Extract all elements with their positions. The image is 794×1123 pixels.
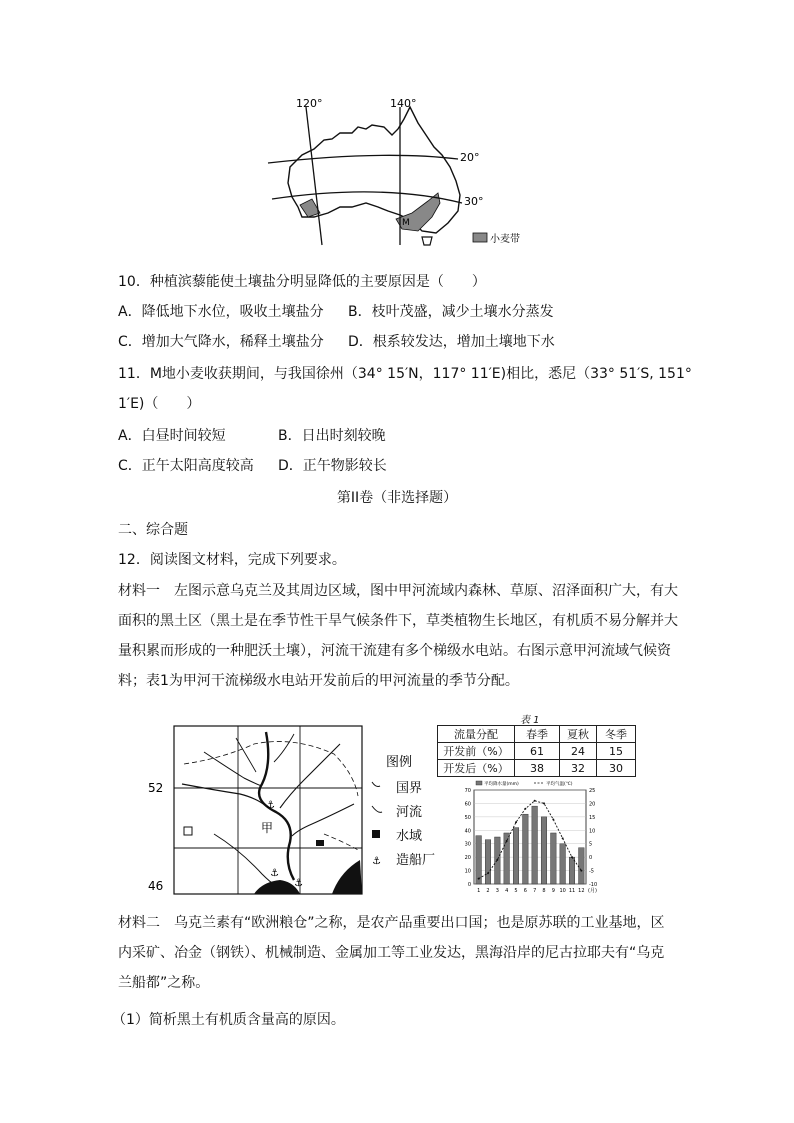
table-header-row [438, 726, 636, 743]
q12-stem: 12．阅读图文材料，完成下列要求。 [118, 552, 346, 568]
australia-map [262, 95, 532, 255]
temperature-point [524, 808, 526, 810]
x-tick-label: 9 [551, 888, 555, 894]
y-tick-label-left: 0 [467, 882, 471, 888]
x-tick-label: 2 [486, 888, 490, 894]
x-tick-label: 6 [523, 888, 527, 894]
ukraine-map [144, 724, 444, 898]
temperature-point [562, 837, 564, 839]
water-icon [372, 830, 380, 838]
border-icon [372, 782, 380, 787]
q10-option-a: A．降低地下水位，吸收土壤盐分 [118, 304, 324, 320]
legend-item-border: 国界 [396, 781, 423, 796]
lat-label-30: 30° [464, 195, 484, 208]
x-tick-label: 7 [533, 888, 537, 894]
table-header-cell: 流量分配 [438, 726, 515, 743]
river-icon [372, 806, 382, 812]
precip-bar [569, 857, 575, 884]
y-tick-label-left: 70 [464, 788, 471, 794]
temperature-point [496, 859, 498, 861]
legend-title: 图例 [386, 755, 413, 770]
x-tick-label: 11 [568, 888, 576, 894]
temperature-point [571, 856, 573, 858]
x-tick-label: 1 [477, 888, 481, 894]
shipyard-legend-icon: ⚓ [372, 856, 381, 867]
x-tick-label: 10 [559, 888, 566, 894]
q12-material1: 材料一 左图示意乌克兰及其周边区域，图中甲河流域内森林、草原、沼泽面积广大，有大面积的黑土区（黑土是在季节性干旱气候条件下，草类植物生长地区，有机质不易分解并大量积累而形成的一种肥沃土壤），河流干流建有多个梯级水电站。右图示意甲河流域气候资料；表1为甲河干流梯级水电站开发前后的甲河流量的季节分配。 [118, 583, 678, 689]
temperature-point [552, 819, 554, 821]
temperature-line [479, 801, 582, 879]
precip-bar [560, 844, 566, 884]
shipyard-icon: ⚓ [294, 878, 303, 889]
q12-sub1: （1）简析黑土有机质含量高的原因。 [112, 1012, 345, 1028]
y-tick-label-right: 15 [589, 814, 596, 821]
river-label-jia: 甲 [261, 821, 274, 835]
precip-bar [551, 833, 557, 884]
temperature-point [515, 821, 517, 823]
volume-title: 第II卷（非选择题） [336, 490, 458, 506]
q12-material2: 材料二 乌克兰素有“欧洲粮仓”之称，是农产品重要出口国；也是原苏联的工业基地，区内采矿、冶金（钢铁）、机械制造、金属加工等工业发达，黑海沿岸的尼古拉耶夫有“乌克兰船都”之称。 [118, 915, 665, 991]
table1-caption: 表 1 [520, 715, 540, 726]
y-tick-label-right: 10 [589, 828, 596, 835]
y-tick-label-right: 5 [589, 841, 593, 848]
temperature-point [487, 872, 489, 874]
y-tick-label-right: -10 [589, 882, 598, 888]
temperature-point [534, 800, 536, 802]
temperature-point [478, 878, 480, 880]
precip-bar [579, 848, 585, 884]
x-tick-label: 5 [514, 888, 518, 894]
precip-bar [476, 836, 482, 884]
q11-stem-line1: 11．M地小麦收获期间，与我国徐州（34° 15′N，117° 11′E)相比，悉尼（33° 51′S, 151° [118, 366, 692, 382]
q10-option-b: B．枝叶茂盛，减少土壤水分蒸发 [348, 304, 554, 320]
legend-label-precip: 平均降水量(mm) [484, 782, 519, 787]
y-tick-label-left: 50 [464, 814, 471, 821]
y-tick-label-left: 40 [464, 828, 471, 835]
table1 [437, 725, 636, 777]
temperature-point [580, 870, 582, 872]
table-cell: 30 [597, 760, 636, 777]
lat-label-52: 52 [148, 781, 164, 795]
parallel-20 [268, 155, 458, 163]
y-tick-label-left: 10 [464, 868, 471, 875]
q10-stem: 10．种植滨藜能使土壤盐分明显降低的主要原因是（ ） [118, 274, 486, 290]
y-tick-label-right: 0 [589, 855, 593, 862]
lon-label-140: 140° [390, 97, 417, 110]
section-title: 二、综合题 [118, 522, 188, 538]
table-cell: 32 [560, 760, 597, 777]
precip-bar [485, 840, 491, 884]
shipyard-icon: ⚓ [270, 868, 279, 879]
table-header-cell: 夏秋 [560, 726, 597, 743]
table-cell: 61 [515, 743, 560, 760]
y-tick-label-left: 20 [464, 855, 471, 862]
y-tick-label-right: 20 [589, 801, 596, 808]
legend-item-water: 水域 [396, 829, 423, 844]
y-tick-label-left: 30 [464, 841, 471, 848]
tasmania [422, 237, 432, 245]
y-tick-label-right: -5 [589, 868, 594, 875]
lat-label-20: 20° [460, 151, 480, 164]
lon-label-120: 120° [296, 97, 323, 110]
climate-chart [452, 780, 608, 898]
q11-option-a: A．白昼时间较短 [118, 428, 226, 444]
table-cell: 开发前（%） [438, 743, 515, 760]
q11-option-c: C．正午太阳高度较高 [118, 458, 254, 474]
meridian-120 [306, 107, 322, 245]
legend-label: 小麦带 [490, 234, 520, 245]
temperature-point [543, 802, 545, 804]
legend-swatch-precip [476, 781, 482, 785]
precip-bar [532, 806, 538, 884]
table-row [438, 743, 636, 760]
x-tick-label: 12 [578, 888, 585, 894]
temperature-point [506, 840, 508, 842]
legend-label-temp: 平均气温(℃) [546, 782, 573, 787]
q10-option-d: D．根系较发达，增加土壤地下水 [348, 334, 555, 350]
q11-stem-line2: 1′E)（ ） [118, 396, 201, 412]
table-row [438, 760, 636, 777]
table-header-cell: 春季 [515, 726, 560, 743]
x-axis-label: (月) [588, 888, 597, 894]
x-tick-label: 8 [542, 888, 546, 894]
x-tick-label: 4 [505, 888, 509, 894]
x-tick-label: 3 [495, 888, 499, 894]
legend-item-shipyard: 造船厂 [396, 853, 436, 868]
q11-option-b: B．日出时刻较晚 [278, 428, 386, 444]
y-tick-label-left: 60 [464, 801, 471, 808]
precip-bar [513, 828, 519, 884]
table-cell: 38 [515, 760, 560, 777]
table-header-cell: 冬季 [597, 726, 636, 743]
legend-swatch [473, 233, 487, 242]
q10-option-c: C．增加大气降水，稀释土壤盐分 [118, 334, 324, 350]
table-cell: 开发后（%） [438, 760, 515, 777]
precip-bar [523, 814, 529, 884]
legend-item-river: 河流 [396, 805, 423, 820]
precip-bar [541, 817, 547, 884]
table-cell: 24 [560, 743, 597, 760]
table-cell: 15 [597, 743, 636, 760]
region-m-label: M [402, 218, 410, 228]
y-tick-label-right: 25 [589, 788, 596, 794]
water-body [316, 840, 324, 846]
shipyard-icon: ⚓ [266, 800, 275, 811]
q11-option-d: D．正午物影较长 [278, 458, 387, 474]
lat-label-46: 46 [148, 879, 164, 893]
